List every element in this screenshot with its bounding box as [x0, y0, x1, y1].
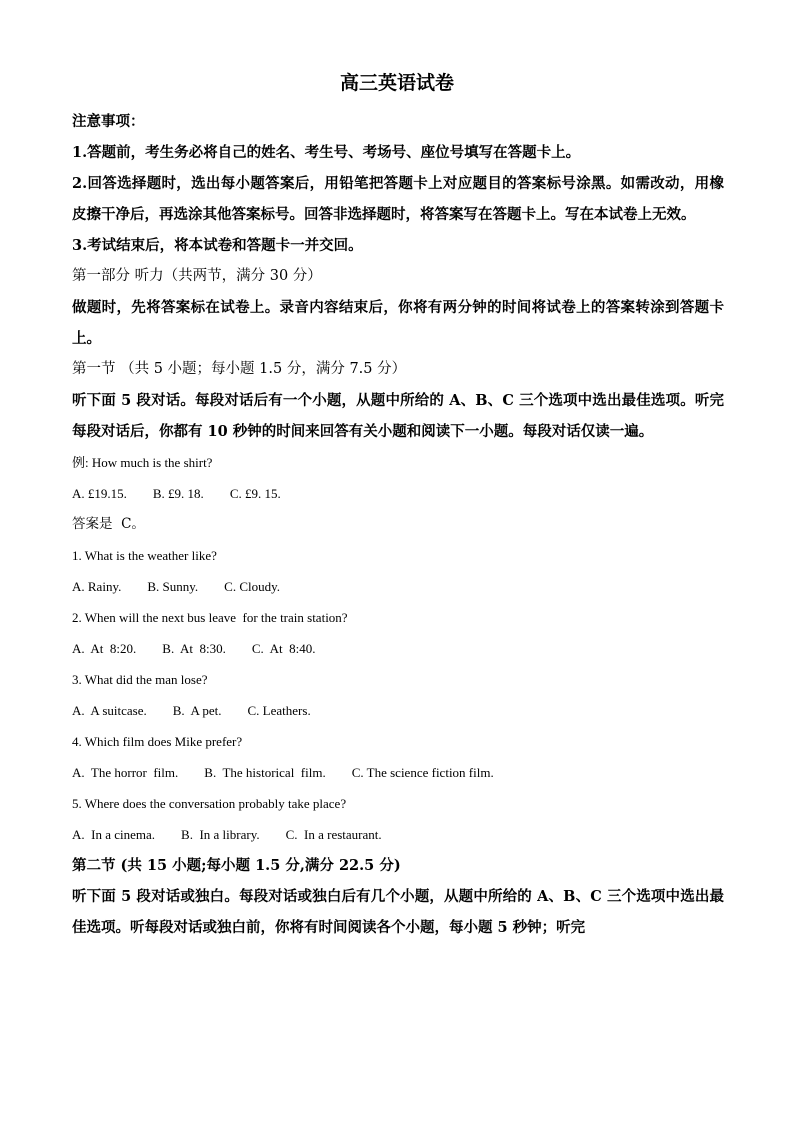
question-2-option-b: B. At 8:30. — [162, 641, 226, 656]
example-option-a: A. £19.15. — [72, 486, 127, 501]
example-answer: 答案是 C。 — [72, 516, 145, 532]
question-5: 5. Where does the conversation probably take place? — [72, 796, 347, 811]
question-1-options — [72, 571, 724, 602]
question-1-option-a: A. Rainy. — [72, 579, 122, 594]
question-1-option-c: C. Cloudy. — [224, 579, 281, 594]
question-2-option-a: A. At 8:20. — [72, 641, 137, 656]
page-title: 高三英语试卷 — [339, 72, 454, 94]
notes-heading: 注意事项： — [72, 113, 145, 130]
note-item-2: 2.回答选择题时，选出每小题答案后，用铅笔把答题卡上对应题目的答案标号涂黑。如需改动，用橡皮擦干净后，再选涂其他答案标号。回答非选择题时，将答案写在答题卡上。写在本试卷上无效。 — [72, 175, 724, 223]
section2-instruction: 听下面 5 段对话或独白。每段对话或独白后有几个小题，从题中所给的 A、B、C 三个选项中选出最佳选项。听每段对话或独白前，你将有时间阅读各个小题，每小题 5 秒钟；听完 — [72, 888, 724, 936]
section1-instruction: 听下面 5 段对话。每段对话后有一个小题，从题中所给的 A、B、C 三个选项中选出最佳选项。听完每段对话后，你都有 10 秒钟的时间来回答有关小题和阅读下一小题。每段对话仅读一遍。 — [72, 392, 724, 440]
part1-heading: 第一部分 听力（共两节，满分 30 分） — [72, 268, 322, 284]
question-2: 2. When will the next bus leave for the train station? — [72, 610, 348, 625]
example-option-b: B. £9. 18. — [152, 486, 204, 501]
exam-content — [72, 106, 724, 943]
question-3: 3. What did the man lose? — [72, 672, 208, 687]
question-1: 1. What is the weather like? — [72, 548, 217, 563]
note-item-3: 3.考试结束后，将本试卷和答题卡一并交回。 — [72, 237, 363, 254]
question-1-option-b: B. Sunny. — [147, 579, 199, 594]
question-5-options — [72, 819, 724, 850]
question-4-options — [72, 757, 724, 788]
question-4: 4. Which film does Mike prefer? — [72, 734, 243, 749]
question-2-options — [72, 633, 724, 664]
question-5-option-a: A. In a cinema. — [72, 827, 156, 842]
section1-heading: 第一节 （共 5 小题；每小题 1.5 分，满分 7.5 分） — [72, 361, 407, 377]
question-5-option-b: B. In a library. — [181, 827, 260, 842]
example-option-c: C. £9. 15. — [229, 486, 281, 501]
example-options — [72, 478, 724, 509]
section2-heading: 第二节 (共 15 小题;每小题 1.5 分,满分 22.5 分) — [72, 857, 401, 874]
question-3-option-b: B. A pet. — [172, 703, 222, 718]
question-2-option-c: C. At 8:40. — [251, 641, 316, 656]
question-4-option-b: B. The historical film. — [204, 765, 326, 780]
question-4-option-a: A. The horror film. — [72, 765, 179, 780]
question-3-options — [72, 695, 724, 726]
example-question: 例: How much is the shirt? — [72, 455, 213, 470]
question-4-option-c: C. The science fiction film. — [351, 765, 494, 780]
question-3-option-c: C. Leathers. — [247, 703, 311, 718]
question-3-option-a: A. A suitcase. — [72, 703, 147, 718]
part1-instruction: 做题时，先将答案标在试卷上。录音内容结束后，你将有两分钟的时间将试卷上的答案转涂到答题卡上。 — [72, 299, 724, 347]
question-5-option-c: C. In a restaurant. — [285, 827, 382, 842]
note-item-1: 1.答题前，考生务必将自己的姓名、考生号、考场号、座位号填写在答题卡上。 — [72, 144, 581, 161]
